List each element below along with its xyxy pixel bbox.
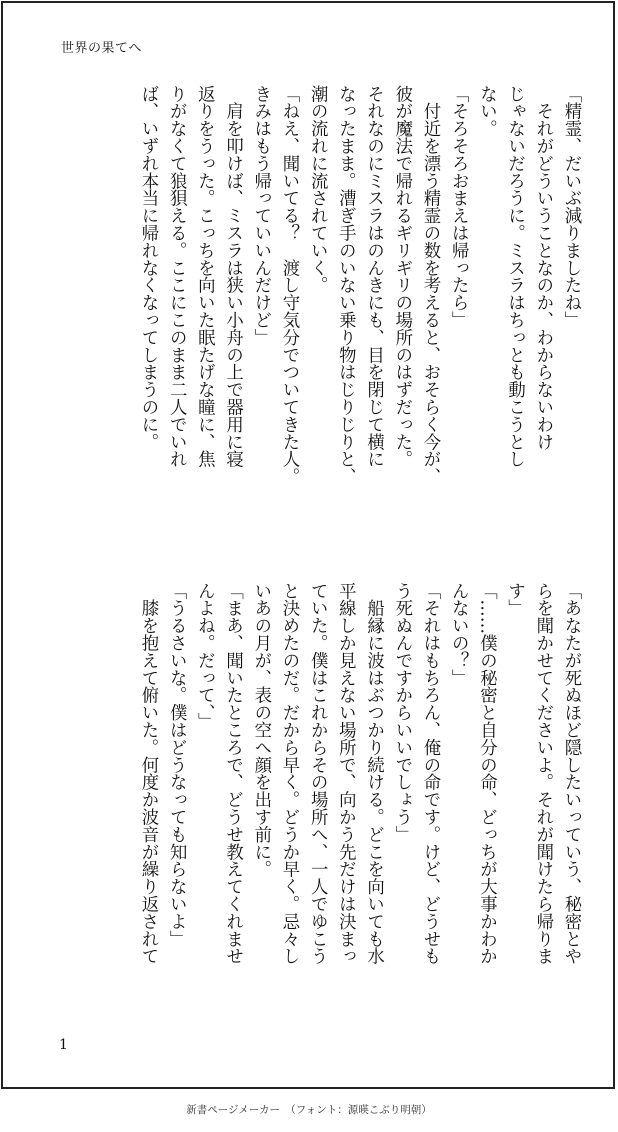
text-line: 「そろそろおまえは帰ったら」 [448,85,469,329]
text-line: 肩を叩けば、ミスラは狭い小舟の上で器用に寝 [222,85,243,468]
text-line: と決めたのだ。だから早く。どうか早く。忌々し [278,582,299,965]
text-line: す」 [504,582,525,617]
text-line: 潮の流れに流されていく。 [307,85,328,294]
text-line: 膝を抱えて俯いた。何度か波音が繰り返されて [137,582,158,965]
text-line: 付近を漂う精霊の数を考えると、おそらく今が、 [419,85,440,486]
text-line: 「それはもちろん、俺の命です。けど、どうせも [419,582,440,965]
text-line: 「ねえ、聞いてる？ 渡し守気分でついてきた人。 [278,85,299,486]
text-line: 「……僕の秘密と自分の命、どっちが大事かわか [476,582,497,965]
text-line: 彼が魔法で帰れるギリギリの場所のはずだった。 [391,85,412,468]
text-line: 「まあ、聞いたところで、どうせ教えてくれませ [222,582,243,965]
text-line: う死ぬんですからいいでしょう」 [391,582,412,843]
text-line: ば、いずれ本当に帰れなくなってしまうのに。 [137,85,158,451]
text-line: んないの？」 [448,582,469,687]
text-line: きみはもう帰っていいんだけど」 [250,85,271,346]
text-line: それがどういうことなのか、わからないわけ [532,85,553,451]
text-line: いあの月が、表の空へ顔を出す前に。 [250,582,271,878]
generator-caption: 新書ページメーカー （フォント：源暎こぶり明朝） [186,1104,432,1116]
text-line: じゃないだろうに。ミスラはちっとも動こうとし [504,85,525,468]
text-line: 「うるさいな。僕はどうなっても知らないよ」 [166,582,187,948]
text-line: 返りをうった。こっちを向いた眠たげな瞳に、焦 [194,85,215,468]
text-line: ていた。僕はこれからその場所へ、一人でゆこう [307,582,328,965]
upper-text-block [51,85,585,530]
page-number: 1 [59,1037,68,1053]
text-line: ない。 [476,85,497,138]
text-line: 「あなたが死ぬほど隠したいっていう、秘密とや [561,582,581,965]
text-line: らを聞かせてくださいよ。それが聞けたら帰りま [532,582,553,965]
text-line: なったまま。漕ぎ手のいない乗り物はじりじりと、 [335,85,356,486]
running-head: 世界の果てへ [61,41,143,56]
text-line: 「精霊、だいぶ減りましたね」 [561,85,581,329]
book-page [1,1,615,1089]
text-line: それなのにミスラはのんきにも、目を閉じて横に [363,85,384,468]
text-line: んよね。だって、」 [194,582,215,730]
lower-text-block [51,582,585,1027]
text-line: りがなくて狼狽える。ここにこのまま二人でいれ [166,85,187,468]
text-line: 船縁に波はぶつかり続ける。どこを向いても水 [363,582,384,965]
text-line: 平線しか見えない場所で、向かう先だけは決まっ [335,582,356,965]
